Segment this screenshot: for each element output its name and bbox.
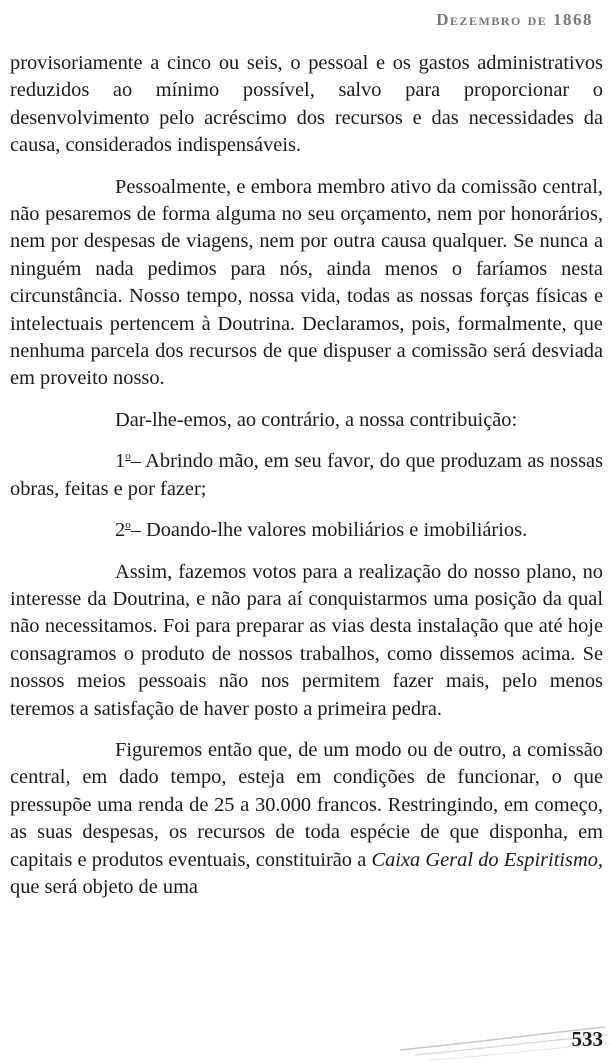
paragraph: Assim, fazemos votos para a realização do nosso plano, no interesse da Doutrina, e não para aí conquistarmos uma posição da qual não necessitamos. Foi para preparar as vias desta instalação que até hoje consagramos o produto de nossos trabalhos, como dissemos acima. Se nossos meios pessoais não nos permitem fazer mais, pelo menos teremos a satisfação de haver posto a primeira pedra.	[10, 560, 603, 720]
list-item	[10, 448, 603, 503]
paragraph: provisoriamente a cinco ou seis, o pessoal e os gastos administrativos reduzidos ao mínimo possível, salvo para proporcionar o desenvolvimento pelo acréscimo dos recursos e das necessidades da causa, considerados indispensáveis.	[10, 52, 603, 157]
list-item-text: – Doando-lhe valores mobiliários e imobiliários.	[130, 519, 528, 542]
list-number: 1	[115, 450, 126, 473]
ordinal-mark: o	[125, 450, 131, 463]
ordinal-mark: o	[125, 519, 131, 532]
paragraph	[10, 737, 603, 901]
paragraph: Dar-lhe-emos, ao contrário, a nossa contribuição:	[115, 408, 518, 431]
list-item	[10, 517, 603, 544]
paragraph-text: , que será objeto de uma	[10, 848, 603, 898]
running-header: Dezembro de 1868	[436, 10, 593, 29]
page-number: 533	[571, 1027, 603, 1051]
list-item-text: – Abrindo mão, em seu favor, do que produzam as nossas obras, feitas e por fazer;	[10, 450, 603, 500]
list-number: 2	[115, 519, 126, 542]
paragraph-text: Figuremos então que, de um modo ou de outro, a comissão central, em dado tempo, esteja em condições de funcionar, o que pressupõe uma renda de 25 a 30.000 francos. Restringindo, em começo, as suas despesas, os recursos de toda espécie de que disponha, em capitais e produtos eventuais, constituirão a	[10, 738, 603, 871]
footer-swoosh	[0, 1005, 611, 1063]
italic-title: Caixa Geral do Espiritismo	[371, 848, 598, 871]
paragraph: Pessoalmente, e embora membro ativo da comissão central, não pesaremos de forma alguma no seu orçamento, nem por honorários, nem por despesas de viagens, nem por outra causa qualquer. Se nunca a ninguém nada pedimos para nós, ainda menos o faríamos nesta circunstância. Nosso tempo, nossa vida, todas as nossas forças físicas e intelectuais pertencem à Doutrina. Declaramos, pois, formalmente, que nenhuma parcela dos recursos de que dispuser a comissão será desviada em proveito nosso.	[10, 175, 603, 390]
body-text	[10, 50, 603, 901]
